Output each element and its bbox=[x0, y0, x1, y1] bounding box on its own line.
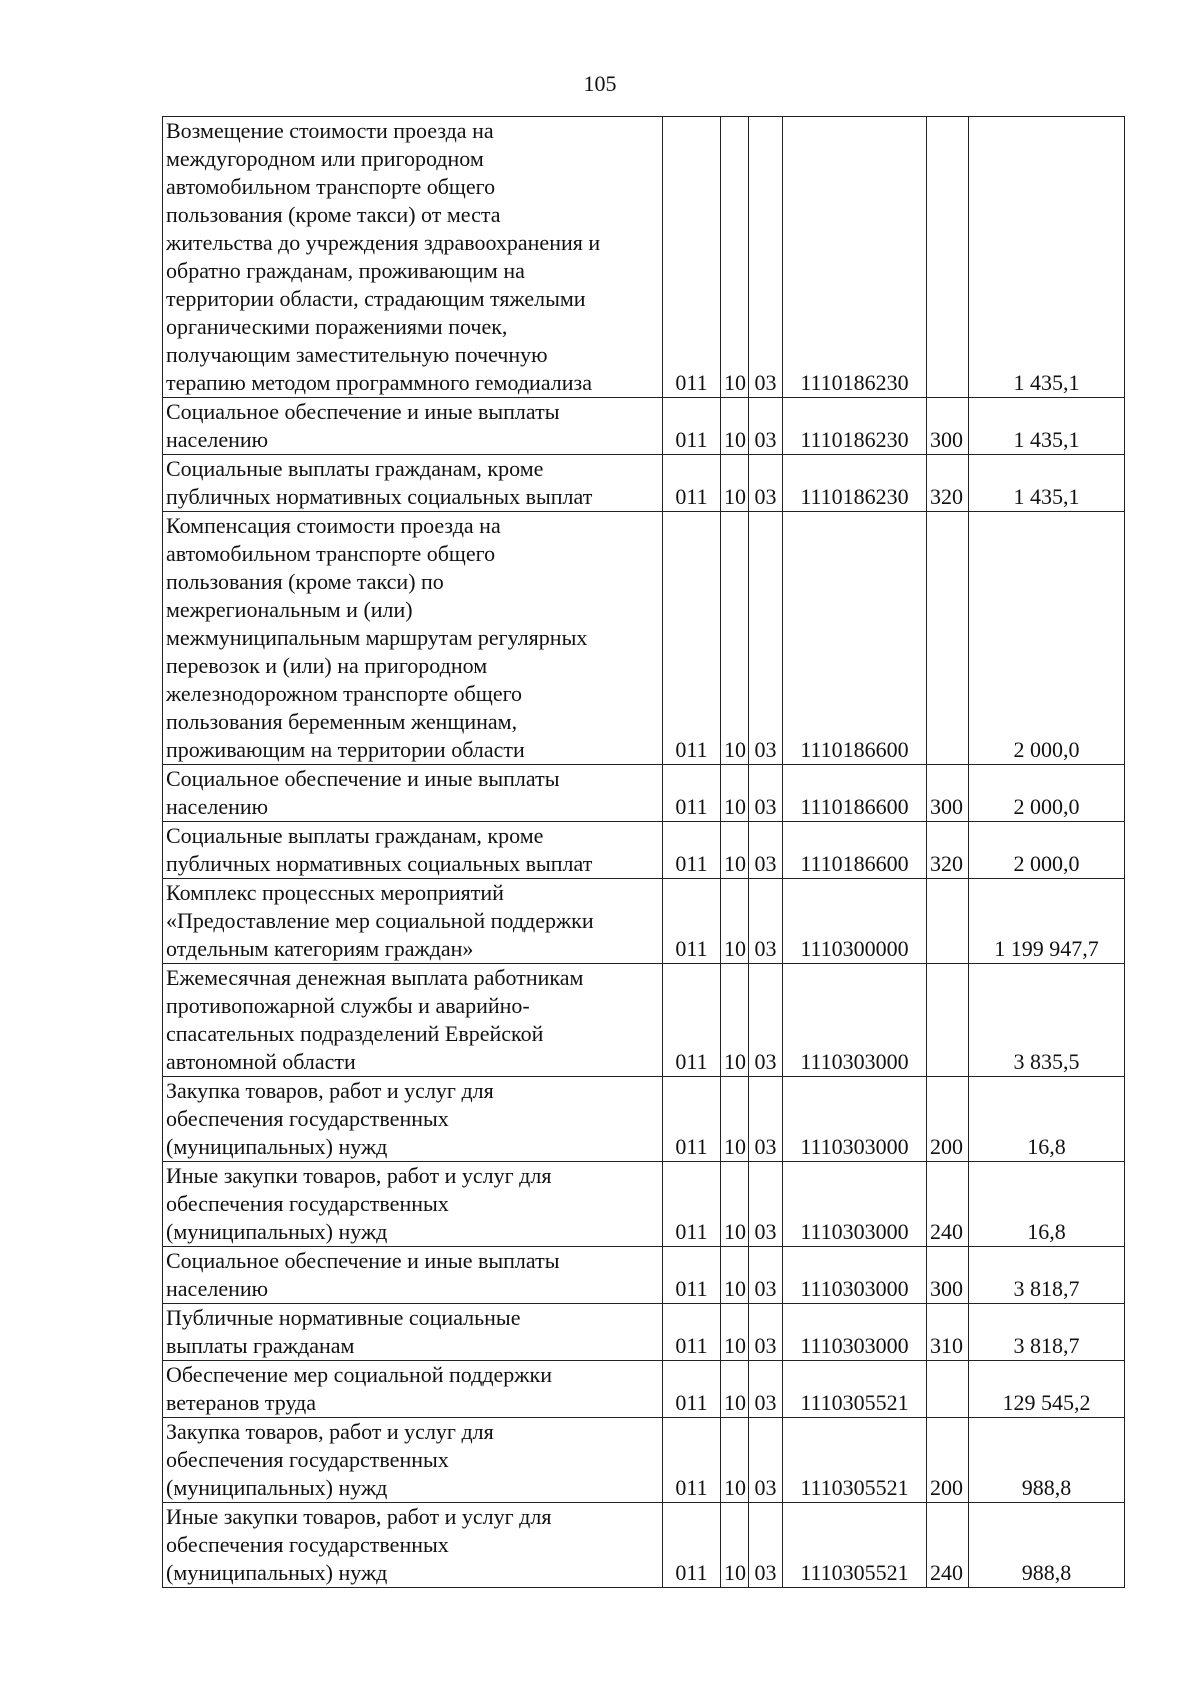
cell-section-code: 10 bbox=[721, 398, 749, 455]
description-line: (муниципальных) нужд bbox=[166, 1560, 388, 1585]
cell-section-code: 10 bbox=[721, 1162, 749, 1247]
description-line: автомобильном транспорте общего bbox=[166, 174, 496, 199]
description-line: межрегиональным и (или) bbox=[166, 597, 413, 622]
cell-subsection-code: 03 bbox=[749, 512, 783, 765]
table-row bbox=[163, 1418, 1125, 1503]
description-line: обратно гражданам, проживающим на bbox=[166, 258, 525, 283]
cell-ministry-code: 011 bbox=[663, 455, 721, 512]
cell-target-article-code: 1110186600 bbox=[783, 512, 927, 765]
table-row bbox=[163, 117, 1125, 398]
cell-amount: 1 435,1 bbox=[969, 398, 1125, 455]
description-line: пользования (кроме такси) по bbox=[166, 569, 444, 594]
description-line: противопожарной службы и аварийно- bbox=[166, 993, 530, 1018]
cell-target-article-code: 1110305521 bbox=[783, 1503, 927, 1588]
description-line: населению bbox=[166, 427, 269, 452]
table-row bbox=[163, 964, 1125, 1077]
cell-subsection-code: 03 bbox=[749, 1418, 783, 1503]
cell-section-code: 10 bbox=[721, 1304, 749, 1361]
cell-description bbox=[163, 1247, 663, 1304]
cell-subsection-code: 03 bbox=[749, 1503, 783, 1588]
table-row bbox=[163, 879, 1125, 964]
table-row bbox=[163, 765, 1125, 822]
cell-subsection-code: 03 bbox=[749, 117, 783, 398]
description-line: пользования (кроме такси) от места bbox=[166, 202, 501, 227]
cell-subsection-code: 03 bbox=[749, 879, 783, 964]
cell-amount: 2 000,0 bbox=[969, 765, 1125, 822]
table-row bbox=[163, 512, 1125, 765]
cell-target-article-code: 1110305521 bbox=[783, 1361, 927, 1418]
cell-expense-type-code bbox=[927, 1361, 969, 1418]
cell-expense-type-code bbox=[927, 879, 969, 964]
cell-section-code: 10 bbox=[721, 822, 749, 879]
cell-description bbox=[163, 398, 663, 455]
description-line: Возмещение стоимости проезда на bbox=[166, 118, 494, 143]
cell-section-code: 10 bbox=[721, 1418, 749, 1503]
cell-expense-type-code: 200 bbox=[927, 1418, 969, 1503]
cell-amount: 3 818,7 bbox=[969, 1247, 1125, 1304]
description-line: Закупка товаров, работ и услуг для bbox=[166, 1419, 494, 1444]
description-line: Закупка товаров, работ и услуг для bbox=[166, 1078, 494, 1103]
cell-amount: 1 435,1 bbox=[969, 117, 1125, 398]
cell-section-code: 10 bbox=[721, 1361, 749, 1418]
cell-subsection-code: 03 bbox=[749, 1162, 783, 1247]
description-line: спасательных подразделений Еврейской bbox=[166, 1021, 544, 1046]
description-line: автомобильном транспорте общего bbox=[166, 541, 496, 566]
cell-ministry-code: 011 bbox=[663, 765, 721, 822]
table-row bbox=[163, 1361, 1125, 1418]
cell-amount: 3 835,5 bbox=[969, 964, 1125, 1077]
cell-section-code: 10 bbox=[721, 1503, 749, 1588]
cell-expense-type-code: 200 bbox=[927, 1077, 969, 1162]
description-line: Ежемесячная денежная выплата работникам bbox=[166, 965, 584, 990]
cell-ministry-code: 011 bbox=[663, 822, 721, 879]
cell-target-article-code: 1110303000 bbox=[783, 1304, 927, 1361]
cell-target-article-code: 1110305521 bbox=[783, 1418, 927, 1503]
cell-ministry-code: 011 bbox=[663, 1503, 721, 1588]
cell-ministry-code: 011 bbox=[663, 1361, 721, 1418]
description-line: проживающим на территории области bbox=[166, 737, 525, 762]
description-line: Комплекс процессных мероприятий bbox=[166, 880, 504, 905]
description-line: терапию методом программного гемодиализа bbox=[166, 370, 592, 395]
table-row bbox=[163, 455, 1125, 512]
page-number: 105 bbox=[583, 71, 617, 96]
description-line: междугородном или пригородном bbox=[166, 146, 484, 171]
cell-amount: 1 199 947,7 bbox=[969, 879, 1125, 964]
cell-ministry-code: 011 bbox=[663, 512, 721, 765]
budget-table-body bbox=[163, 117, 1125, 1588]
description-line: межмуниципальным маршрутам регулярных bbox=[166, 625, 588, 650]
table-row bbox=[163, 822, 1125, 879]
cell-description bbox=[163, 765, 663, 822]
description-line: жительства до учреждения здравоохранения и bbox=[166, 230, 601, 255]
description-line: обеспечения государственных bbox=[166, 1106, 449, 1131]
description-line: Социальное обеспечение и иные выплаты bbox=[166, 399, 560, 424]
description-line: обеспечения государственных bbox=[166, 1532, 449, 1557]
cell-ministry-code: 011 bbox=[663, 964, 721, 1077]
cell-expense-type-code bbox=[927, 964, 969, 1077]
description-line: Публичные нормативные социальные bbox=[166, 1305, 521, 1330]
cell-subsection-code: 03 bbox=[749, 1361, 783, 1418]
cell-description bbox=[163, 1418, 663, 1503]
cell-ministry-code: 011 bbox=[663, 1304, 721, 1361]
cell-ministry-code: 011 bbox=[663, 1247, 721, 1304]
cell-description bbox=[163, 822, 663, 879]
description-line: отдельным категориям граждан» bbox=[166, 936, 474, 961]
description-line: (муниципальных) нужд bbox=[166, 1219, 388, 1244]
description-line: получающим заместительную почечную bbox=[166, 342, 548, 367]
cell-target-article-code: 1110303000 bbox=[783, 964, 927, 1077]
cell-subsection-code: 03 bbox=[749, 455, 783, 512]
cell-target-article-code: 1110303000 bbox=[783, 1247, 927, 1304]
cell-amount: 1 435,1 bbox=[969, 455, 1125, 512]
description-line: железнодорожном транспорте общего bbox=[166, 681, 523, 706]
cell-amount: 3 818,7 bbox=[969, 1304, 1125, 1361]
description-line: населению bbox=[166, 794, 269, 819]
description-line: органическими поражениями почек, bbox=[166, 314, 508, 339]
cell-subsection-code: 03 bbox=[749, 1077, 783, 1162]
cell-target-article-code: 1110186230 bbox=[783, 398, 927, 455]
cell-amount: 16,8 bbox=[969, 1077, 1125, 1162]
table-row bbox=[163, 398, 1125, 455]
cell-ministry-code: 011 bbox=[663, 117, 721, 398]
cell-subsection-code: 03 bbox=[749, 765, 783, 822]
cell-target-article-code: 1110303000 bbox=[783, 1162, 927, 1247]
cell-ministry-code: 011 bbox=[663, 1077, 721, 1162]
cell-expense-type-code: 300 bbox=[927, 398, 969, 455]
cell-ministry-code: 011 bbox=[663, 879, 721, 964]
cell-expense-type-code: 240 bbox=[927, 1162, 969, 1247]
description-line: Социальное обеспечение и иные выплаты bbox=[166, 1248, 560, 1273]
table-row bbox=[163, 1304, 1125, 1361]
description-line: публичных нормативных социальных выплат bbox=[166, 484, 593, 509]
description-line: пользования беременным женщинам, bbox=[166, 709, 518, 734]
description-line: Компенсация стоимости проезда на bbox=[166, 513, 501, 538]
description-line: Социальные выплаты гражданам, кроме bbox=[166, 456, 544, 481]
description-line: выплаты гражданам bbox=[166, 1333, 355, 1358]
cell-expense-type-code: 320 bbox=[927, 822, 969, 879]
table-row bbox=[163, 1247, 1125, 1304]
cell-ministry-code: 011 bbox=[663, 1418, 721, 1503]
description-line: публичных нормативных социальных выплат bbox=[166, 851, 593, 876]
cell-target-article-code: 1110186230 bbox=[783, 117, 927, 398]
description-line: обеспечения государственных bbox=[166, 1447, 449, 1472]
cell-target-article-code: 1110300000 bbox=[783, 879, 927, 964]
cell-section-code: 10 bbox=[721, 964, 749, 1077]
cell-description bbox=[163, 1304, 663, 1361]
cell-section-code: 10 bbox=[721, 1247, 749, 1304]
description-line: «Предоставление мер социальной поддержки bbox=[166, 908, 594, 933]
description-line: (муниципальных) нужд bbox=[166, 1475, 388, 1500]
cell-description bbox=[163, 1162, 663, 1247]
cell-expense-type-code bbox=[927, 117, 969, 398]
description-line: Иные закупки товаров, работ и услуг для bbox=[166, 1504, 552, 1529]
cell-ministry-code: 011 bbox=[663, 1162, 721, 1247]
cell-subsection-code: 03 bbox=[749, 398, 783, 455]
cell-amount: 2 000,0 bbox=[969, 822, 1125, 879]
description-line: обеспечения государственных bbox=[166, 1191, 449, 1216]
cell-section-code: 10 bbox=[721, 1077, 749, 1162]
cell-target-article-code: 1110186230 bbox=[783, 455, 927, 512]
cell-expense-type-code: 300 bbox=[927, 765, 969, 822]
table-row bbox=[163, 1503, 1125, 1588]
description-line: Социальные выплаты гражданам, кроме bbox=[166, 823, 544, 848]
cell-target-article-code: 1110186600 bbox=[783, 765, 927, 822]
cell-subsection-code: 03 bbox=[749, 1247, 783, 1304]
description-line: (муниципальных) нужд bbox=[166, 1134, 388, 1159]
cell-target-article-code: 1110186600 bbox=[783, 822, 927, 879]
cell-description bbox=[163, 964, 663, 1077]
cell-description bbox=[163, 1503, 663, 1588]
cell-description bbox=[163, 455, 663, 512]
cell-expense-type-code: 300 bbox=[927, 1247, 969, 1304]
cell-amount: 2 000,0 bbox=[969, 512, 1125, 765]
cell-expense-type-code: 320 bbox=[927, 455, 969, 512]
cell-expense-type-code: 240 bbox=[927, 1503, 969, 1588]
cell-amount: 129 545,2 bbox=[969, 1361, 1125, 1418]
description-line: перевозок и (или) на пригородном bbox=[166, 653, 488, 678]
description-line: территории области, страдающим тяжелыми bbox=[166, 286, 586, 311]
table-row bbox=[163, 1077, 1125, 1162]
cell-description bbox=[163, 1361, 663, 1418]
cell-section-code: 10 bbox=[721, 879, 749, 964]
cell-amount: 988,8 bbox=[969, 1503, 1125, 1588]
cell-description bbox=[163, 879, 663, 964]
cell-section-code: 10 bbox=[721, 455, 749, 512]
description-line: населению bbox=[166, 1276, 269, 1301]
cell-expense-type-code: 310 bbox=[927, 1304, 969, 1361]
cell-expense-type-code bbox=[927, 512, 969, 765]
description-line: автономной области bbox=[166, 1049, 356, 1074]
description-line: ветеранов труда bbox=[166, 1390, 316, 1415]
budget-table bbox=[162, 116, 1125, 1588]
description-line: Иные закупки товаров, работ и услуг для bbox=[166, 1163, 552, 1188]
cell-description bbox=[163, 512, 663, 765]
description-line: Обеспечение мер социальной поддержки bbox=[166, 1362, 552, 1387]
description-line: Социальное обеспечение и иные выплаты bbox=[166, 766, 560, 791]
cell-subsection-code: 03 bbox=[749, 964, 783, 1077]
table-row bbox=[163, 1162, 1125, 1247]
cell-description bbox=[163, 117, 663, 398]
cell-description bbox=[163, 1077, 663, 1162]
cell-subsection-code: 03 bbox=[749, 822, 783, 879]
cell-subsection-code: 03 bbox=[749, 1304, 783, 1361]
cell-section-code: 10 bbox=[721, 117, 749, 398]
cell-section-code: 10 bbox=[721, 512, 749, 765]
cell-target-article-code: 1110303000 bbox=[783, 1077, 927, 1162]
cell-amount: 988,8 bbox=[969, 1418, 1125, 1503]
cell-amount: 16,8 bbox=[969, 1162, 1125, 1247]
cell-ministry-code: 011 bbox=[663, 398, 721, 455]
cell-section-code: 10 bbox=[721, 765, 749, 822]
